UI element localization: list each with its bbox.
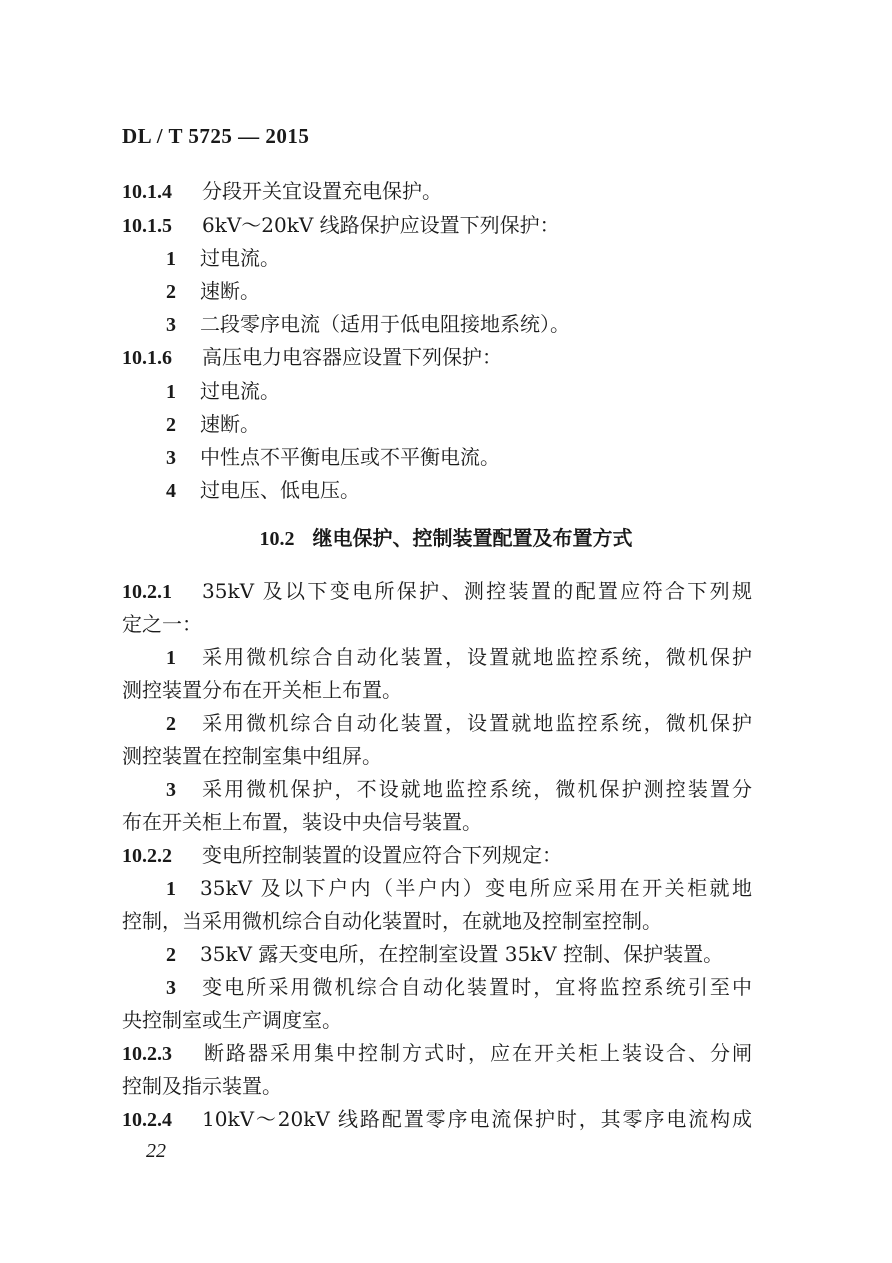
list-item: [166, 971, 752, 1005]
clause-line: [122, 575, 752, 609]
clause-number: 10.2.4: [122, 1109, 172, 1131]
continuation-line: 定之一：: [122, 612, 202, 636]
item-number: 1: [166, 878, 176, 900]
item-number: 2: [166, 713, 176, 735]
continuation-line: 控制，当采用微机综合自动化装置时，在就地及控制室控制。: [122, 909, 662, 933]
clause-text: 分段开关宜设置充电保护。: [202, 179, 442, 203]
item-text: 过电流。: [200, 246, 280, 270]
clause-number: 10.1.4: [122, 181, 172, 203]
list-item: [166, 474, 796, 508]
clause-line: [122, 209, 752, 243]
clause-text: 变电所控制装置的设置应符合下列规定：: [202, 843, 562, 867]
clause-number: 10.1.6: [122, 347, 172, 369]
clause-number: 10.2.3: [122, 1043, 172, 1065]
clause-number: 10.2.2: [122, 845, 172, 867]
continuation-line: 央控制室或生产调度室。: [122, 1008, 342, 1032]
item-number: 3: [166, 977, 176, 999]
continuation-line: 布在开关柜上布置，装设中央信号装置。: [122, 810, 482, 834]
clause-text: 断路器采用集中控制方式时，应在开关柜上装设合、分闸: [202, 1041, 752, 1065]
clause-line: [122, 1037, 752, 1071]
clause-line: [122, 1103, 752, 1137]
item-text: 采用微机综合自动化装置，设置就地监控系统，微机保护: [200, 645, 752, 669]
item-text: 过电压、低电压。: [200, 478, 360, 502]
clause-text: 高压电力电容器应设置下列保护：: [202, 345, 502, 369]
clause-line: [122, 341, 752, 375]
clause-number: 10.2.1: [122, 581, 172, 603]
item-text: 采用微机综合自动化装置，设置就地监控系统，微机保护: [200, 711, 752, 735]
item-text: 二段零序电流（适用于低电阻接地系统）。: [200, 312, 570, 336]
item-number: 2: [166, 414, 176, 436]
standard-code-header: DL / T 5725 — 2015: [122, 124, 310, 148]
list-item: [166, 441, 796, 475]
item-text: 35kV 露天变电所，在控制室设置 35kV 控制、保护装置。: [200, 942, 724, 966]
clause-number: 10.1.5: [122, 215, 172, 237]
section-title: [0, 522, 892, 556]
page-number: 22: [146, 1140, 166, 1162]
clause-line: [122, 839, 752, 873]
list-item: [166, 938, 796, 972]
clause-text: 10kV～20kV 线路配置零序电流保护时，其零序电流构成: [202, 1107, 752, 1131]
clause-text: 6kV～20kV 线路保护应设置下列保护：: [202, 213, 560, 237]
item-number: 2: [166, 281, 176, 303]
list-item: [166, 707, 752, 741]
list-item: [166, 408, 796, 442]
continuation-line: 测控装置分布在开关柜上布置。: [122, 678, 402, 702]
item-text: 速断。: [200, 279, 260, 303]
continuation-line: 控制及指示装置。: [122, 1074, 282, 1098]
item-number: 1: [166, 381, 176, 403]
item-text: 中性点不平衡电压或不平衡电流。: [200, 445, 500, 469]
list-item: [166, 872, 752, 906]
item-number: 3: [166, 447, 176, 469]
item-text: 采用微机保护，不设就地监控系统，微机保护测控装置分: [200, 777, 752, 801]
clause-text: 35kV 及以下变电所保护、测控装置的配置应符合下列规: [202, 579, 752, 603]
list-item: [166, 275, 796, 309]
item-number: 1: [166, 248, 176, 270]
continuation-line: 测控装置在控制室集中组屏。: [122, 744, 382, 768]
section-title-text: 继电保护、控制装置配置及布置方式: [312, 526, 633, 550]
item-text: 35kV 及以下户内（半户内）变电所应采用在开关柜就地: [200, 876, 752, 900]
item-number: 4: [166, 480, 176, 502]
list-item: [166, 375, 796, 409]
item-number: 3: [166, 314, 176, 336]
item-text: 变电所采用微机综合自动化装置时，宜将监控系统引至中: [200, 975, 752, 999]
list-item: [166, 242, 796, 276]
item-number: 1: [166, 647, 176, 669]
section-number: 10.2: [259, 528, 295, 550]
list-item: [166, 773, 752, 807]
item-text: 速断。: [200, 412, 260, 436]
clause-line: [122, 175, 752, 209]
item-number: 3: [166, 779, 176, 801]
item-text: 过电流。: [200, 379, 280, 403]
item-number: 2: [166, 944, 176, 966]
list-item: [166, 641, 752, 675]
list-item: [166, 308, 796, 342]
